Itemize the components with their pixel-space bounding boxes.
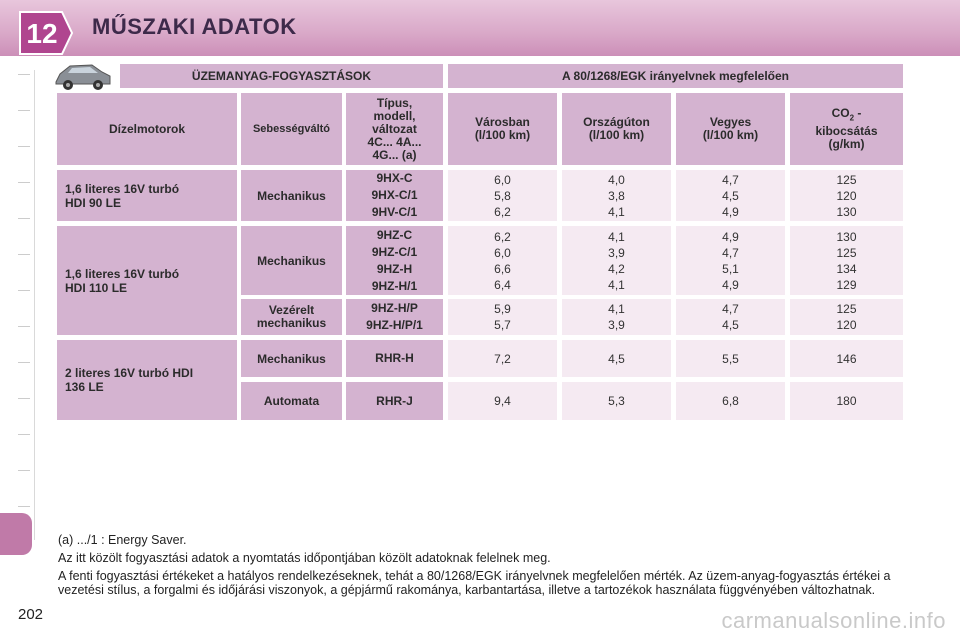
chapter-number: 12: [26, 18, 58, 49]
page-number: 202: [18, 606, 44, 623]
footnote: (a) .../1 : Energy Saver.: [58, 533, 187, 547]
gearbox-label: Mechanikus: [241, 170, 342, 221]
combined-values: 4,7 4,5: [676, 299, 785, 335]
engine-label-hdi90: 1,6 literes 16V turbó HDI 90 LE: [57, 170, 237, 221]
group-header-consumption: ÜZEMANYAG-FOGYASZTÁSOK: [120, 64, 443, 88]
extra-urban-value: 4,5: [562, 340, 671, 377]
footnote: A fenti fogyasztási értékeket a hatályos rendelkezéseknek, tehát a 80/1268/EGK irányelvnek megfelelően mérték. Az üzem-anyag-fogyasztás értékei a vezetési stílus, a forgalmi és időjárási viszonyok, a gépjármű rakománya, karbantartása, illetve a tartozékok használata függvényében változhatnak.: [58, 569, 891, 597]
tab-mark: [18, 146, 30, 147]
group-header-directive: A 80/1268/EGK irányelvnek megfelelően: [448, 64, 903, 88]
gearbox-label: Vezérelt mechanikus: [241, 299, 342, 335]
tab-divider: [34, 70, 35, 540]
gearbox-label: Mechanikus: [241, 226, 342, 295]
type-codes: RHR-H: [346, 340, 443, 377]
col-header-engine: Dízelmotorok: [57, 93, 237, 165]
co2-value: 146: [790, 340, 903, 377]
tab-mark: [18, 470, 30, 471]
combined-value: 6,8: [676, 382, 785, 420]
combined-values: 4,9 4,7 5,1 4,9: [676, 226, 785, 295]
type-codes: 9HX-C 9HX-C/1 9HV-C/1: [346, 170, 443, 221]
watermark: carmanualsonline.info: [721, 608, 946, 633]
tab-mark: [18, 218, 30, 219]
urban-value: 7,2: [448, 340, 557, 377]
tab-mark: [18, 398, 30, 399]
combined-values: 4,7 4,5 4,9: [676, 170, 785, 221]
chapter-12-badge-icon: [14, 8, 76, 58]
tab-mark: [18, 110, 30, 111]
co2-values: 125 120 130: [790, 170, 903, 221]
co2-values: 130 125 134 129: [790, 226, 903, 295]
tab-mark: [18, 362, 30, 363]
extra-urban-values: 4,1 3,9: [562, 299, 671, 335]
urban-values: 6,0 5,8 6,2: [448, 170, 557, 221]
footnotes: [58, 533, 908, 601]
page-title: MŰSZAKI ADATOK: [92, 14, 297, 39]
combined-value: 5,5: [676, 340, 785, 377]
chapter-tab-active[interactable]: [0, 513, 32, 555]
footnote: Az itt közölt fogyasztási adatok a nyomtatás időpontjában közölt adatoknak felelnek meg.: [58, 551, 551, 565]
car-icon: [52, 60, 114, 92]
extra-urban-values: 4,0 3,8 4,1: [562, 170, 671, 221]
co2-value: 180: [790, 382, 903, 420]
extra-urban-values: 4,1 3,9 4,2 4,1: [562, 226, 671, 295]
gearbox-label: Automata: [241, 382, 342, 420]
tab-mark: [18, 434, 30, 435]
urban-value: 9,4: [448, 382, 557, 420]
col-header-co2: $CO_2$ - kibocsátás (g/km): [790, 93, 903, 165]
engine-label-hdi136: 2 literes 16V turbó HDI 136 LE: [57, 340, 237, 420]
col-header-urban: Városban (l/100 km): [448, 93, 557, 165]
tab-mark: [18, 254, 30, 255]
urban-values: 5,9 5,7: [448, 299, 557, 335]
col-header-combined: Vegyes (l/100 km): [676, 93, 785, 165]
engine-label-hdi110: 1,6 literes 16V turbó HDI 110 LE: [57, 226, 237, 335]
tab-mark: [18, 74, 30, 75]
tab-mark: [18, 290, 30, 291]
gearbox-label: Mechanikus: [241, 340, 342, 377]
tab-mark: [18, 326, 30, 327]
type-codes: RHR-J: [346, 382, 443, 420]
co2-values: 125 120: [790, 299, 903, 335]
tab-mark: [18, 182, 30, 183]
tab-mark: [18, 506, 30, 507]
col-header-gearbox: Sebességváltó: [241, 93, 342, 165]
extra-urban-value: 5,3: [562, 382, 671, 420]
type-codes: 9HZ-H/P 9HZ-H/P/1: [346, 299, 443, 335]
col-header-type: Típus, modell, változat 4C... 4A... 4G... (a): [346, 93, 443, 165]
type-codes: 9HZ-C 9HZ-C/1 9HZ-H 9HZ-H/1: [346, 226, 443, 295]
urban-values: 6,2 6,0 6,6 6,4: [448, 226, 557, 295]
col-header-extra-urban: Országúton (l/100 km): [562, 93, 671, 165]
